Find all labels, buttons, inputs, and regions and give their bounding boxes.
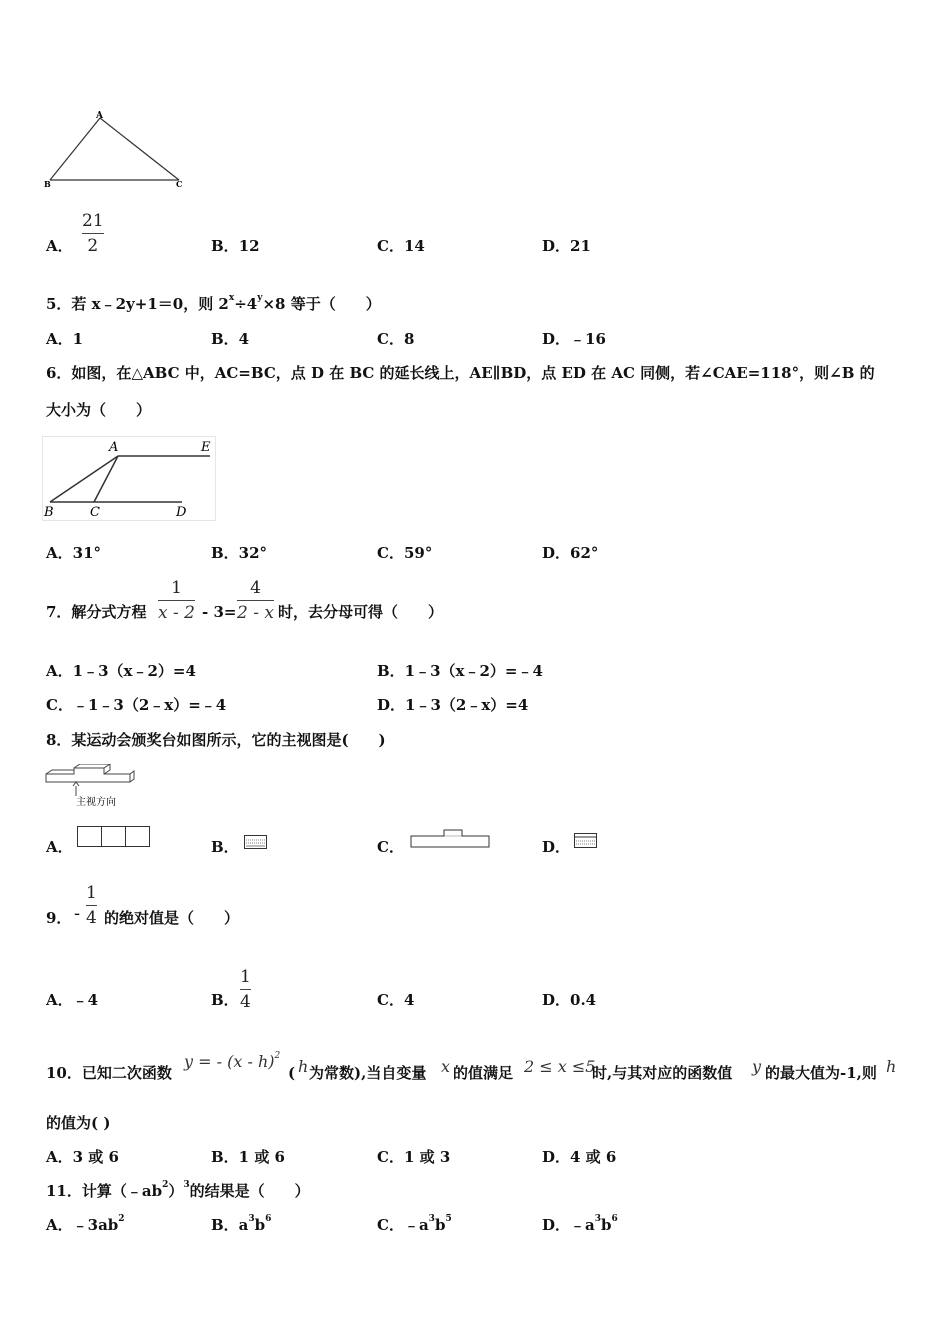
- q8-option-d-shape[interactable]: [574, 833, 598, 849]
- fraction-numerator: 1: [86, 883, 97, 903]
- q10-function-exponent: 2: [274, 1051, 281, 1061]
- q4-option-c[interactable]: [377, 236, 425, 256]
- fraction-bar: [237, 600, 274, 601]
- q7-fraction-2: [237, 577, 274, 624]
- q9-prefix: 9．: [46, 909, 72, 927]
- q6-option-d[interactable]: D．62°: [542, 544, 599, 562]
- q4-option-a-letter: A．: [46, 237, 73, 255]
- q11-option-d-base2: b: [601, 1216, 612, 1234]
- label-e: E: [201, 440, 211, 455]
- q11-option-c-base: C．﹣a: [377, 1216, 429, 1234]
- q5-sup-x: x: [228, 293, 235, 303]
- q10-option-c[interactable]: C．1 或 3: [377, 1148, 451, 1166]
- q10-h-symbol: h: [298, 1057, 309, 1076]
- q5-sup-y: y: [257, 293, 263, 303]
- q11-stem-sup1: 2: [162, 1180, 169, 1190]
- fraction-bar: [86, 905, 97, 906]
- q4-option-d[interactable]: [542, 236, 591, 256]
- q11-option-b[interactable]: [211, 1215, 271, 1235]
- q11-option-d-sup2: 6: [611, 1214, 618, 1224]
- q4-option-c-value: 14: [403, 237, 425, 255]
- q10-function: [184, 1052, 280, 1071]
- q9-fraction: [86, 882, 97, 929]
- q8-option-d[interactable]: D．: [542, 838, 571, 856]
- q9-option-b[interactable]: B．: [211, 991, 239, 1009]
- q11-option-c-sup1: 3: [428, 1214, 435, 1224]
- q8-option-b[interactable]: B．: [211, 838, 239, 856]
- q10-part5: 的最大值为-1,则: [765, 1064, 877, 1082]
- fraction-bar: [240, 989, 251, 990]
- parallel-lines-figure: [42, 436, 218, 524]
- q11-option-b-sup2: 6: [265, 1214, 272, 1224]
- q7-option-d[interactable]: D．1﹣3（2﹣x）=4: [377, 696, 529, 714]
- triangle-figure: [44, 110, 189, 192]
- fraction-numerator: 1: [240, 967, 251, 987]
- q7-option-b[interactable]: B．1﹣3（x﹣2）=﹣4: [377, 662, 543, 680]
- q11-stem-part3: 的结果是（ ）: [189, 1182, 310, 1200]
- q10-prefix: 10．已知二次函数: [46, 1064, 172, 1082]
- q11-option-c-base2: b: [434, 1216, 446, 1234]
- label-a: A: [109, 440, 119, 455]
- q4-option-c-letter: C．: [377, 237, 404, 255]
- fraction-numerator: 4: [250, 578, 261, 598]
- q6-stem-line2: 大小为（ ）: [46, 401, 152, 419]
- q9-option-c[interactable]: C．4: [377, 991, 415, 1009]
- q8-option-c[interactable]: C．: [377, 838, 404, 856]
- q6-option-b[interactable]: B．32°: [211, 544, 268, 562]
- q11-stem-part2: ）: [168, 1182, 184, 1200]
- q4-option-d-value: 21: [570, 237, 591, 255]
- fraction-denominator: 4: [86, 908, 97, 928]
- q5-option-b[interactable]: B．4: [211, 330, 250, 348]
- q11-option-b-sup1: 3: [248, 1214, 255, 1224]
- q11-option-d[interactable]: [542, 1215, 618, 1235]
- q5-stem: [46, 294, 381, 314]
- q11-option-b-base2: b: [254, 1216, 266, 1234]
- fraction-denominator: 4: [240, 992, 251, 1012]
- label-b: B: [44, 505, 54, 520]
- q4-option-b-value: 12: [238, 237, 260, 255]
- q11-option-d-base: D．﹣a: [542, 1216, 595, 1234]
- q11-option-a-sup1: 2: [118, 1214, 125, 1224]
- q7-middle: - 3=: [202, 603, 237, 621]
- q10-part2: 为常数),当自变量: [309, 1064, 427, 1082]
- q7-prefix: 7．解分式方程: [46, 603, 147, 621]
- q11-option-b-base: B．a: [211, 1216, 249, 1234]
- podium-caption: 主视方向: [76, 797, 116, 808]
- fraction-denominator: 2: [87, 236, 99, 256]
- fraction-bar: [82, 233, 104, 234]
- q5-option-d[interactable]: D．﹣16: [542, 330, 606, 348]
- q5-stem-part2: ÷4: [234, 295, 258, 313]
- podium-figure: [44, 764, 136, 810]
- svg-text:B: B: [44, 179, 51, 189]
- q10-y-symbol: y: [752, 1057, 762, 1076]
- q9-option-d[interactable]: D．0.4: [542, 991, 597, 1009]
- q11-stem-sup2: 3: [183, 1180, 190, 1190]
- q6-option-c[interactable]: C．59°: [377, 544, 433, 562]
- svg-text:C: C: [176, 179, 183, 189]
- q5-option-a[interactable]: A．1: [46, 330, 84, 348]
- q7-option-a[interactable]: A．1﹣3（x﹣2）=4: [46, 662, 196, 680]
- q4-option-b-letter: B．: [211, 237, 239, 255]
- q8-stem: 8．某运动会颁奖台如图所示，它的主视图是( ): [46, 731, 386, 749]
- q10-h-symbol-2: h: [886, 1057, 897, 1076]
- q10-line2: 的值为( ): [46, 1114, 111, 1132]
- q8-option-a-shape[interactable]: [77, 826, 151, 848]
- fraction-numerator: 1: [171, 578, 182, 598]
- q4-option-a-fraction: [82, 210, 104, 257]
- q11-option-a-base: A．﹣3ab: [46, 1216, 119, 1234]
- q9-suffix: 的绝对值是（ ）: [104, 909, 240, 927]
- q10-part3: 的值满足: [453, 1064, 514, 1082]
- fraction-denominator: x - 2: [158, 603, 195, 623]
- q5-stem-part1: 5．若 x﹣2y+1＝0，则 2: [46, 295, 229, 313]
- q10-option-b[interactable]: B．1 或 6: [211, 1148, 285, 1166]
- fraction-numerator: 21: [82, 211, 104, 231]
- fraction-bar: [158, 600, 195, 601]
- q10-function-body: y = - (x - h): [184, 1052, 275, 1071]
- q6-option-a[interactable]: A．31°: [46, 544, 102, 562]
- q9-option-a[interactable]: A．﹣4: [46, 991, 99, 1009]
- q10-part4: 时,与其对应的函数值: [592, 1064, 733, 1082]
- q11-option-a[interactable]: [46, 1215, 125, 1235]
- q11-option-c[interactable]: [377, 1215, 452, 1235]
- q9-sign: -: [74, 903, 81, 924]
- q5-stem-part3: ×8 等于（ ）: [262, 295, 381, 313]
- q8-option-c-shape[interactable]: [410, 829, 492, 849]
- q4-option-d-letter: D．: [542, 237, 571, 255]
- q5-option-c[interactable]: C．8: [377, 330, 415, 348]
- q7-suffix: 时，去分母可得（ ）: [278, 603, 444, 621]
- q9-option-b-fraction: [240, 966, 251, 1013]
- q6-stem-line1: 6．如图，在△ABC 中，AC=BC，点 D 在 BC 的延长线上，AE∥BD，点 ED 在 AC 同侧，若∠CAE=118°，则∠B 的: [46, 364, 875, 382]
- label-c: C: [90, 505, 100, 520]
- q4-option-a[interactable]: [46, 236, 73, 256]
- q10-paren-open: (: [288, 1064, 296, 1082]
- q4-option-b[interactable]: [211, 236, 260, 256]
- q11-option-d-sup1: 3: [594, 1214, 601, 1224]
- q10-range: 2 ≤ x ≤5: [524, 1057, 596, 1076]
- q8-option-b-shape[interactable]: [244, 835, 268, 850]
- q7-option-c[interactable]: C．﹣1﹣3（2﹣x）=﹣4: [46, 696, 227, 714]
- q10-option-d[interactable]: D．4 或 6: [542, 1148, 617, 1166]
- label-d: D: [176, 505, 187, 520]
- q8-option-a[interactable]: A．: [46, 838, 73, 856]
- q11-option-c-sup2: 5: [445, 1214, 452, 1224]
- fraction-denominator: 2 - x: [237, 603, 274, 623]
- q10-option-a[interactable]: A．3 或 6: [46, 1148, 119, 1166]
- q10-x-symbol: x: [441, 1057, 451, 1076]
- svg-text:A: A: [96, 111, 103, 121]
- q7-fraction-1: [158, 577, 195, 624]
- q11-stem-part1: 11．计算（﹣ab: [46, 1182, 163, 1200]
- q11-stem: [46, 1181, 310, 1201]
